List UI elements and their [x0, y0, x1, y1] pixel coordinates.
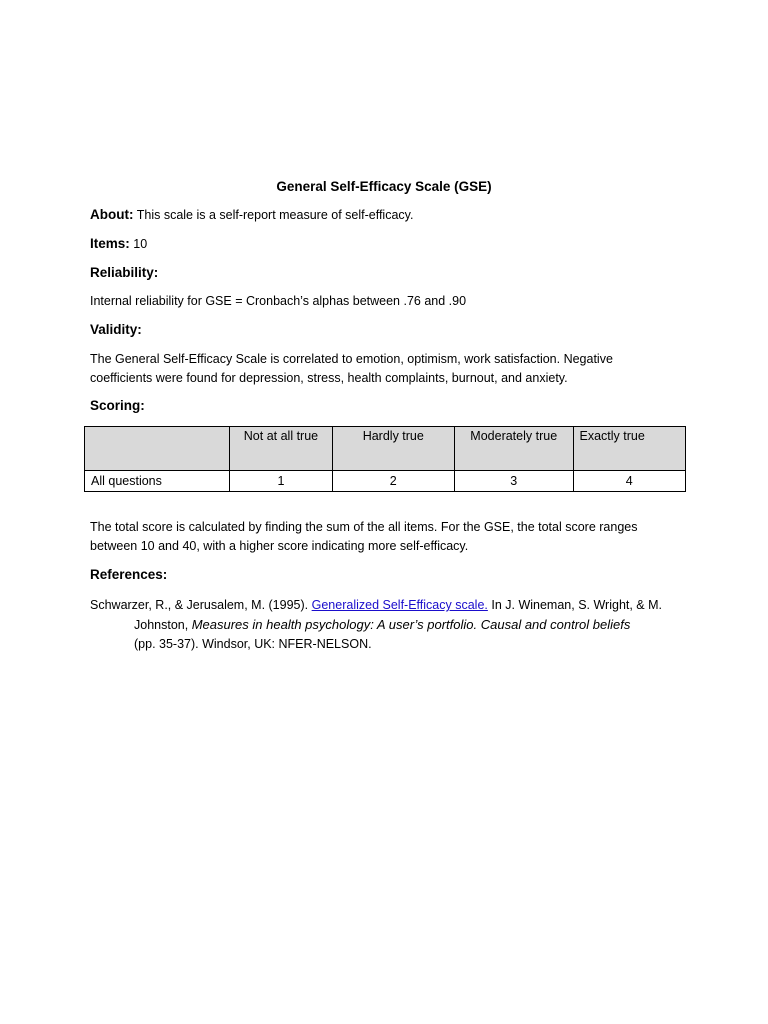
items-line	[90, 236, 147, 251]
table-cell: All questions	[85, 471, 230, 492]
about-text: This scale is a self-report measure of self-efficacy.	[136, 208, 414, 222]
items-label: Items:	[90, 236, 130, 251]
reference-editors: In J. Wineman, S. Wright, & M.	[491, 598, 663, 612]
validity-heading: Validity:	[90, 322, 142, 337]
about-label: About:	[90, 207, 134, 222]
reliability-text: Internal reliability for GSE = Cronbach’s alphas between .76 and .90	[90, 294, 467, 308]
scoring-heading: Scoring:	[90, 398, 145, 413]
items-value: 10	[133, 237, 148, 251]
about-line	[90, 207, 413, 222]
table-cell: 1	[230, 471, 332, 492]
references-heading: References:	[90, 567, 168, 582]
table-row	[85, 471, 686, 492]
reference-authors: Schwarzer, R., & Jerusalem, M. (1995).	[90, 598, 309, 612]
reference-editors-cont: Johnston,	[134, 618, 189, 632]
table-header-cell: Exactly true	[573, 427, 685, 471]
document-title: General Self-Efficacy Scale (GSE)	[276, 179, 492, 194]
table-header-cell	[85, 427, 230, 471]
table-header-cell: Hardly true	[332, 427, 454, 471]
validity-text: The General Self-Efficacy Scale is correlated to emotion, optimism, work satisfaction. Negative coefficients were found for depression, stress, health complaints, burnout, and anxiety.	[90, 352, 613, 385]
reference-pages: (pp. 35-37). Windsor, UK: NFER-NELSON.	[134, 637, 372, 651]
scoring-table	[84, 426, 686, 492]
table-cell: 4	[573, 471, 685, 492]
reference-entry	[90, 596, 670, 654]
reliability-heading: Reliability:	[90, 265, 159, 280]
table-header-cell: Moderately true	[454, 427, 573, 471]
table-header-cell: Not at all true	[230, 427, 332, 471]
reference-book-title: Measures in health psychology: A user’s portfolio. Causal and control beliefs	[191, 617, 631, 632]
table-cell: 2	[332, 471, 454, 492]
table-header-row	[85, 427, 686, 471]
reference-continuation	[90, 615, 670, 635]
table-cell: 3	[454, 471, 573, 492]
reference-link[interactable]: Generalized Self-Efficacy scale.	[311, 598, 488, 612]
scoring-summary: The total score is calculated by finding the sum of the all items. For the GSE, the total score ranges between 10 and 40, with a higher score indicating more self-efficacy.	[90, 520, 638, 553]
